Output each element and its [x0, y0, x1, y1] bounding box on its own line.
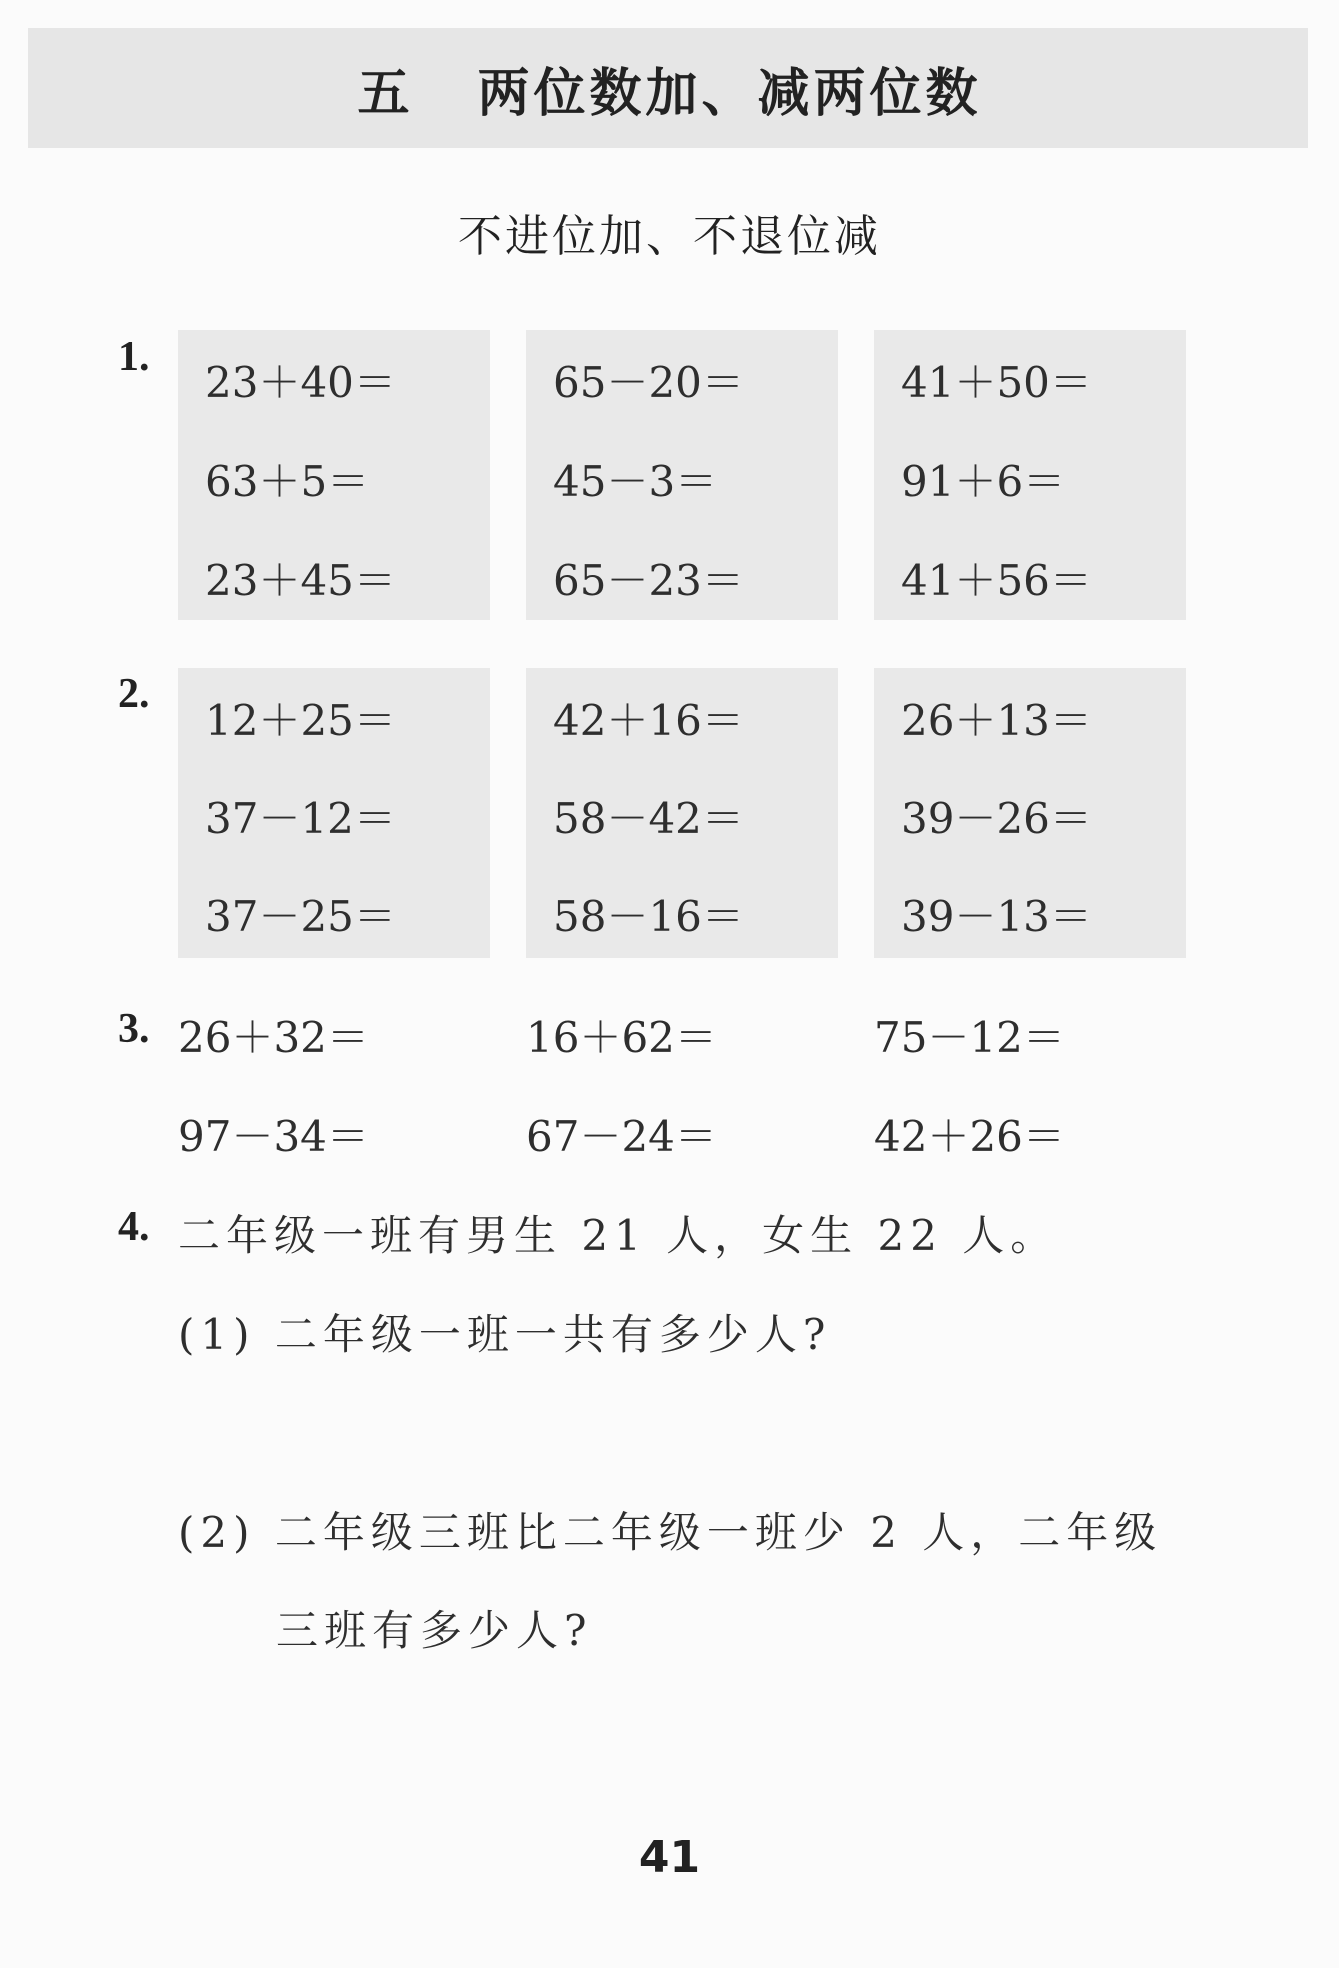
equation: 23＋40＝	[205, 358, 396, 407]
equation: 39－26＝	[901, 794, 1092, 843]
equation: 65－20＝	[553, 358, 744, 407]
question-4-sub-1: (1) 二年级一班一共有多少人?	[178, 1310, 832, 1359]
question-2-number: 2.	[118, 671, 150, 717]
equation: 58－16＝	[553, 892, 744, 941]
equation: 97－34＝	[178, 1112, 369, 1161]
equation: 39－13＝	[901, 892, 1092, 941]
equation: 26＋13＝	[901, 696, 1092, 745]
question-3-number: 3.	[118, 1006, 150, 1052]
equation: 41＋56＝	[901, 556, 1092, 605]
question-4-sub-2-line-2: 三班有多少人?	[276, 1606, 593, 1655]
equation: 45－3＝	[553, 457, 718, 506]
equation: 65－23＝	[553, 556, 744, 605]
equation: 91＋6＝	[901, 457, 1066, 506]
equation: 42＋16＝	[553, 696, 744, 745]
page-number: 41	[638, 1832, 701, 1883]
section-title: 不进位加、不退位减	[458, 211, 881, 262]
chapter-title	[0, 28, 1339, 148]
question-4-sub-2-line-1: (2) 二年级三班比二年级一班少 2 人，二年级	[178, 1508, 1163, 1557]
equation: 16＋62＝	[526, 1013, 717, 1062]
equation: 26＋32＝	[178, 1013, 369, 1062]
equation: 37－25＝	[205, 892, 396, 941]
question-4-number: 4.	[118, 1204, 150, 1250]
equation: 23＋45＝	[205, 556, 396, 605]
chapter-title-text: 两位数加、减两位数	[477, 63, 982, 124]
equation: 37－12＝	[205, 794, 396, 843]
equation: 63＋5＝	[205, 457, 370, 506]
equation: 41＋50＝	[901, 358, 1092, 407]
equation: 58－42＝	[553, 794, 744, 843]
equation: 67－24＝	[526, 1112, 717, 1161]
question-4-stem: 二年级一班有男生 21 人，女生 22 人。	[178, 1211, 1059, 1260]
equation: 12＋25＝	[205, 696, 396, 745]
chapter-number: 五	[357, 63, 414, 124]
equation: 42＋26＝	[874, 1112, 1065, 1161]
question-1-number: 1.	[118, 334, 150, 380]
equation: 75－12＝	[874, 1013, 1065, 1062]
